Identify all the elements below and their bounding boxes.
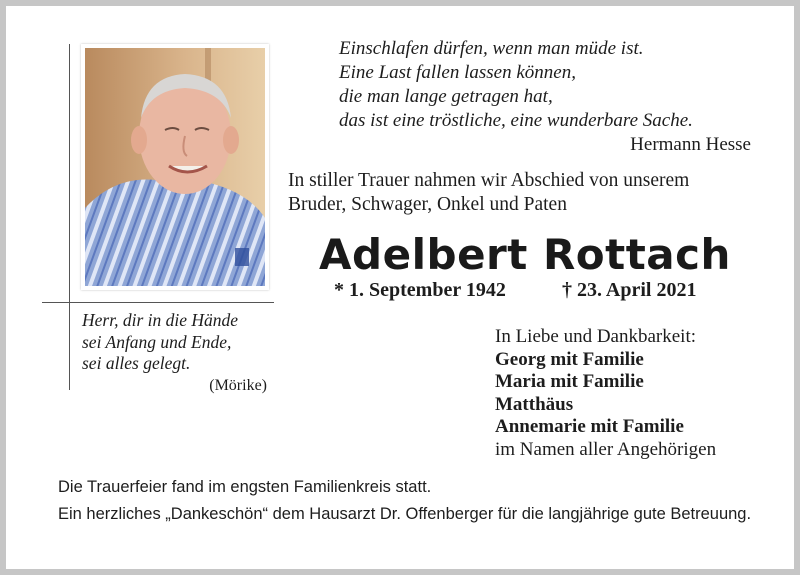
quote-line: Herr, dir in die Hände [82, 310, 239, 330]
intro-text [288, 169, 768, 217]
poem-author: Hermann Hesse [630, 134, 751, 155]
poem-line: Einschlafen dürfen, wenn man müde ist. [339, 38, 644, 59]
mourners-heading: In Liebe und Dankbarkeit: [495, 326, 697, 347]
quote-line: sei alles gelegt. [82, 353, 191, 373]
mourner: Maria mit Familie [495, 371, 644, 392]
poem-line: Eine Last fallen lassen können, [339, 62, 576, 83]
mourner: Annemarie mit Familie [495, 416, 684, 437]
intro-line: In stiller Trauer nahmen wir Abschied von unserem [288, 170, 690, 191]
quote-line: sei Anfang und Ende, [82, 331, 232, 352]
death-date: † 23. April 2021 [562, 279, 697, 301]
thanks-note: Ein herzliches „Dankeschön“ dem Hausarzt Dr. Offenberger für die langjährige gute Betreuung. [58, 505, 752, 523]
hesse-poem [339, 37, 759, 157]
deceased-name: Adelbert Rottach [319, 230, 731, 279]
horizontal-rule [42, 302, 274, 303]
moerike-quote [82, 310, 267, 396]
poem-line: das ist eine tröstliche, eine wunderbare Sache. [339, 110, 693, 131]
intro-line: Bruder, Schwager, Onkel und Paten [288, 194, 567, 215]
funeral-note: Die Trauerfeier fand im engsten Familienkreis statt. [58, 478, 432, 496]
mourners-list [495, 326, 775, 461]
mourners-closing: im Namen aller Angehörigen [495, 438, 717, 460]
footer-notes [58, 477, 788, 525]
mourner: Georg mit Familie [495, 348, 644, 370]
vertical-rule [69, 44, 70, 390]
portrait-photo [81, 44, 269, 290]
quote-source: (Mörike) [209, 376, 267, 394]
poem-line: die man lange getragen hat, [339, 86, 553, 107]
birth-date: * 1. September 1942 [334, 279, 506, 301]
mourner: Matthäus [495, 393, 574, 415]
